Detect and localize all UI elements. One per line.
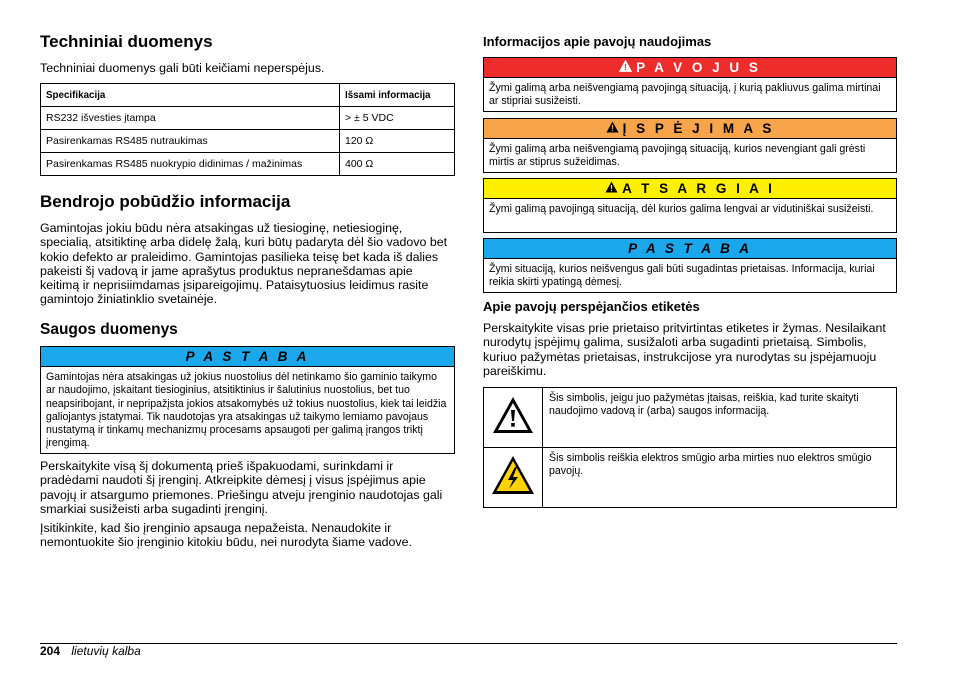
warning-box (483, 118, 897, 173)
table-row (484, 448, 897, 508)
caution-box (483, 178, 897, 233)
warning-triangle-icon (619, 60, 632, 75)
notice-box (483, 238, 897, 293)
heading-safety-info: Saugos duomenys (40, 321, 178, 338)
danger-box (483, 57, 897, 112)
general-info-text: Gamintojas jokiu būdu nėra atsakingas už tiesioginę, netiesioginę, specialią, atsitiktinę arba didelę žalą, kuri būtų padaryta dėl šio vadovo bet kokio defekto ar praleidimo. Gamintojas pasilieka teisę bet kada iš dalies pakeisti šį vadovą ir jame aprašytus produktus nepranešdamas apie keitimą ir neprisiimdamas įsipareigojimų. Pataisytuosius leidimus rasite gamintojo žiniatinklio svetainėje. (40, 221, 448, 307)
caution-box-text: Žymi galimą pavojingą situaciją, dėl kurios galima lengvai ar vidutiniškai susižeisti. (489, 203, 874, 215)
warning-box-text: Žymi galimą arba neišvengiamą pavojingą situaciją, kurios nevengiant gali grėsti mirtis ar stiprus sužeidimas. (489, 143, 866, 169)
spec-cell: 400 Ω (340, 153, 455, 176)
heading-technical-data: Techniniai duomenys (40, 32, 213, 51)
spec-cell: Pasirenkamas RS485 nutraukimas (41, 130, 340, 153)
notice-box (40, 346, 455, 454)
page-footer (40, 644, 141, 658)
electrical-hazard-icon (491, 482, 535, 499)
spec-cell: Pasirenkamas RS485 nuokrypio didinimas / mažinimas (41, 153, 340, 176)
spec-table (40, 83, 455, 176)
table-row (41, 107, 455, 130)
symbol-cell (484, 448, 543, 508)
notice-box-text: Žymi situaciją, kurios neišvengus gali būti sugadintas prietaisas. Informacija, kuriai reikia skirti ypatingą dėmesį. (489, 263, 875, 289)
danger-box-label: P A V O J U S (636, 60, 761, 75)
symbol-description: Šis simbolis reiškia elektros smūgio arba mirties nuo elektros smūgio pavojų. (543, 448, 897, 508)
spec-header-details: Išsami informacija (340, 84, 455, 107)
warning-box-label: Į S P Ė J I M A S (622, 121, 775, 136)
spec-cell: 120 Ω (340, 130, 455, 153)
safety-text-1: Perskaitykite visą šį dokumentą prieš išpakuodami, surinkdami ir pradėdami naudoti šį įrenginį. Atkreipkite dėmesį į visus įspėjimus apie pavojų ir atsargumo priemones. Priešingu atveju įrenginio naudotojas gali smarkiai susižeisti arba sugadinti įrenginį. (40, 459, 443, 516)
caution-box-label: A T S A R G I A I (622, 181, 775, 196)
warning-triangle-icon (605, 181, 618, 196)
spec-cell: > ± 5 VDC (340, 107, 455, 130)
heading-general-info: Bendrojo pobūdžio informacija (40, 192, 291, 211)
heading-precautionary-labels: Apie pavojų perspėjančios etiketės (483, 299, 700, 314)
spec-table-header-row (41, 84, 455, 107)
notice-box-header: P A S T A B A (41, 347, 454, 367)
labels-text: Perskaitykite visas prie prietaiso pritvirtintas etiketes ir žymas. Nesilaikant nurodytų įspėjimų galima, susižaloti arba sugadinti prietaisą. Simbolis, kuriuo pažymėtas prietaisas, instrukcijose yra nurodytas su įspėjamuoju pareiškimu. (483, 321, 886, 378)
heading-hazard-info: Informacijos apie pavojų naudojimas (483, 34, 712, 49)
symbol-cell (484, 388, 543, 448)
table-row (41, 130, 455, 153)
danger-box-header (484, 58, 896, 78)
technical-intro: Techniniai duomenys gali būti keičiami neperspėjus. (40, 61, 325, 75)
table-row (41, 153, 455, 176)
danger-box-text: Žymi galimą arba neišvengiamą pavojingą situaciją, į kurią pakliuvus galima mirtinai ar stipriai susižeisti. (489, 82, 881, 108)
spec-cell: RS232 išvesties įtampa (41, 107, 340, 130)
warning-triangle-icon (492, 421, 534, 438)
symbol-description: Šis simbolis, jeigu juo pažymėtas įtaisas, reiškia, kad turite skaityti naudojimo vadovą ir (arba) saugos informaciją. (543, 388, 897, 448)
table-row (484, 388, 897, 448)
footer-language: lietuvių kalba (71, 644, 141, 658)
page-number: 204 (40, 644, 61, 658)
notice-box-text: Gamintojas nėra atsakingas už jokius nuostolius dėl netinkamo šio gaminio taikymo ar naudojimo, įskaitant tiesioginius, atsitiktinius ir šalutinius nuostolius, bet tuo neapsiribojant, ir nepripažįsta jokios atsakomybės už tokius nuostolius, kiek tai leidžia galiojantys įstatymai. Tik naudotojas yra atsakingas už taikymo lemiamo pavojaus nustatymą ir tinkamų mechanizmų procesams apsaugoti per galimą įrangos triktį įrengimą. (46, 371, 447, 450)
spec-header-spec: Specifikacija (41, 84, 340, 107)
safety-text-2: Įsitikinkite, kad šio įrenginio apsauga nepažeista. Nenaudokite ir nemontuokite šio įrenginio kitokiu būdu, nei nurodyta šiame vadove. (40, 521, 412, 550)
symbols-table (483, 387, 897, 508)
footer-divider (40, 643, 897, 644)
warning-box-header (484, 119, 896, 139)
caution-box-header (484, 179, 896, 199)
warning-triangle-icon (606, 121, 619, 136)
notice-box-header: P A S T A B A (484, 239, 896, 259)
